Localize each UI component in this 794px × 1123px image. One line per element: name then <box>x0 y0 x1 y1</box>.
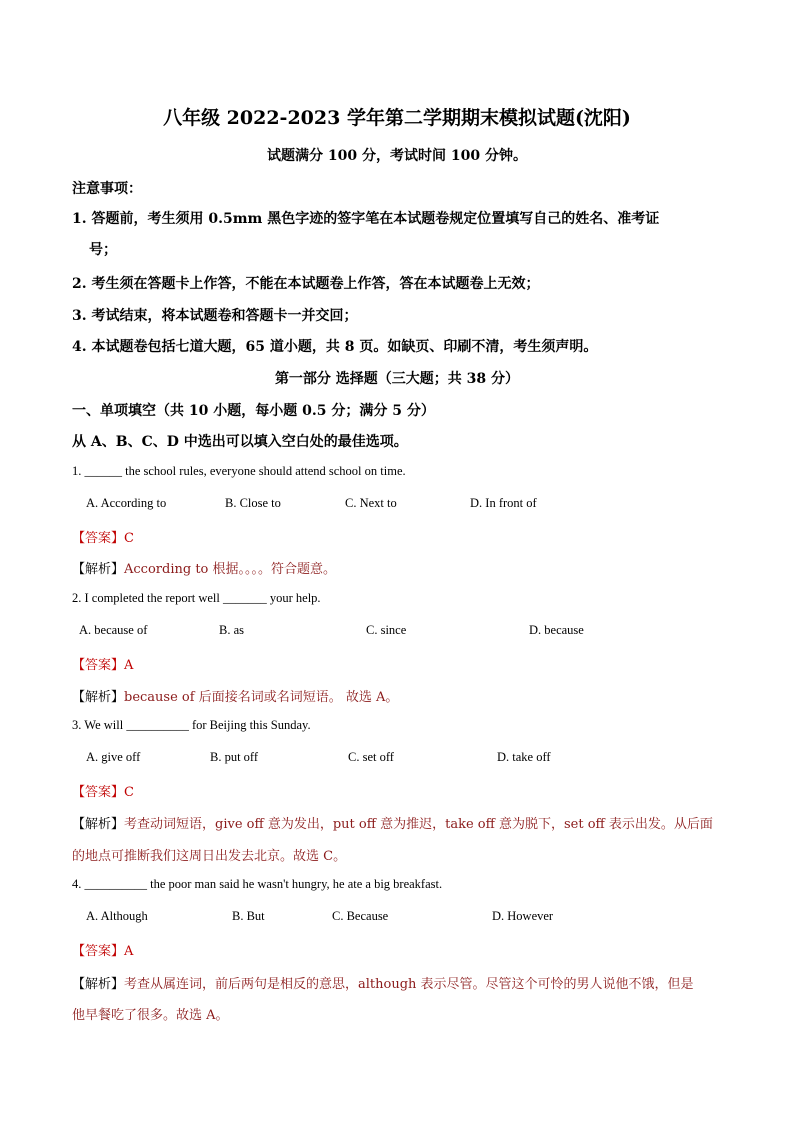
section-heading: 一、单项填空（共 10 小题，每小题 0.5 分；满分 5 分） <box>72 403 435 419</box>
option-d: D. In front of <box>470 496 537 510</box>
option-a: A. give off <box>86 750 141 764</box>
option-c: C. Because <box>332 909 389 923</box>
explanation-tag: 【解析】 <box>72 690 125 705</box>
explanation-line <box>72 973 694 992</box>
explanation-text: 考查从属连词，前后两句是相反的意思，although 表示尽管。尽管这个可怜的男人说他不饿，但是 <box>124 977 694 992</box>
option-d: D. take off <box>497 750 551 764</box>
explanation-text: According to 根据。。。。符合题意。 <box>124 562 336 577</box>
explanation-tag: 【解析】 <box>72 817 125 832</box>
answer-value: A <box>124 944 134 959</box>
answer-value: C <box>124 531 134 546</box>
question-stem: 2. I completed the report well _______ your help. <box>72 591 321 605</box>
answer-line <box>72 527 134 546</box>
option-c: C. set off <box>348 750 394 764</box>
explanation-tag: 【解析】 <box>72 562 125 577</box>
answer-tag: 【答案】 <box>72 944 125 959</box>
answer-tag: 【答案】 <box>72 785 125 800</box>
part-heading: 第一部分 选择题（三大题；共 38 分） <box>274 371 520 387</box>
question-stem: 1. ______ the school rules, everyone should attend school on time. <box>72 464 406 478</box>
explanation-text-cont: 的地点可推断我们这周日出发去北京。故选 C。 <box>72 849 347 864</box>
option-b: B. Close to <box>225 496 281 510</box>
question-stem: 3. We will __________ for Beijing this Sunday. <box>72 718 311 732</box>
option-d: D. However <box>492 909 554 923</box>
option-a: A. According to <box>86 496 167 510</box>
notice-item-4: 4. 本试题卷包括七道大题，65 道小题，共 8 页。如缺页、印刷不清，考生须声明。 <box>72 339 598 355</box>
option-d: D. because <box>529 623 584 637</box>
page-title: 八年级 2022-2023 学年第二学期期末模拟试题(沈阳) <box>163 107 631 129</box>
answer-line <box>72 654 133 673</box>
answer-tag: 【答案】 <box>72 531 125 546</box>
notice-item-1-cont: 号； <box>89 242 117 258</box>
answer-line <box>72 781 134 800</box>
explanation-text: because of 后面接名词或名词短语。 故选 A。 <box>124 690 399 705</box>
explanation-text: 考查动词短语，give off 意为发出，put off 意为推迟，take off 意为脱下，set off 表示出发。从后面 <box>124 817 713 832</box>
section-instruction: 从 A、B、C、D 中选出可以填入空白处的最佳选项。 <box>72 434 408 450</box>
option-b: B. put off <box>210 750 259 764</box>
explanation-line <box>72 813 713 832</box>
explanation-tag: 【解析】 <box>72 977 125 992</box>
option-c: C. Next to <box>345 496 397 510</box>
answer-value: C <box>124 785 134 800</box>
answer-value: A <box>124 658 134 673</box>
notice-heading: 注意事项： <box>72 181 142 197</box>
option-a: A. because of <box>79 623 148 637</box>
option-b: B. But <box>232 909 265 923</box>
exam-info: 试题满分 100 分，考试时间 100 分钟。 <box>267 148 527 164</box>
question-stem: 4. __________ the poor man said he wasn't hungry, he ate a big breakfast. <box>72 877 443 891</box>
option-a: A. Although <box>86 909 148 923</box>
answer-line <box>72 940 133 959</box>
notice-item-3: 3. 考试结束，将本试题卷和答题卡一并交回； <box>72 308 358 324</box>
option-c: C. since <box>366 623 407 637</box>
explanation-text-cont: 他早餐吃了很多。故选 A。 <box>72 1008 229 1023</box>
explanation-line <box>72 558 336 577</box>
explanation-line <box>72 686 398 705</box>
notice-item-1: 1. 答题前，考生须用 0.5mm 黑色字迹的签字笔在本试题卷规定位置填写自己的姓名、准考证 <box>72 211 660 227</box>
option-b: B. as <box>219 623 244 637</box>
answer-tag: 【答案】 <box>72 658 125 673</box>
notice-item-2: 2. 考生须在答题卡上作答，不能在本试题卷上作答，答在本试题卷上无效； <box>72 276 540 292</box>
